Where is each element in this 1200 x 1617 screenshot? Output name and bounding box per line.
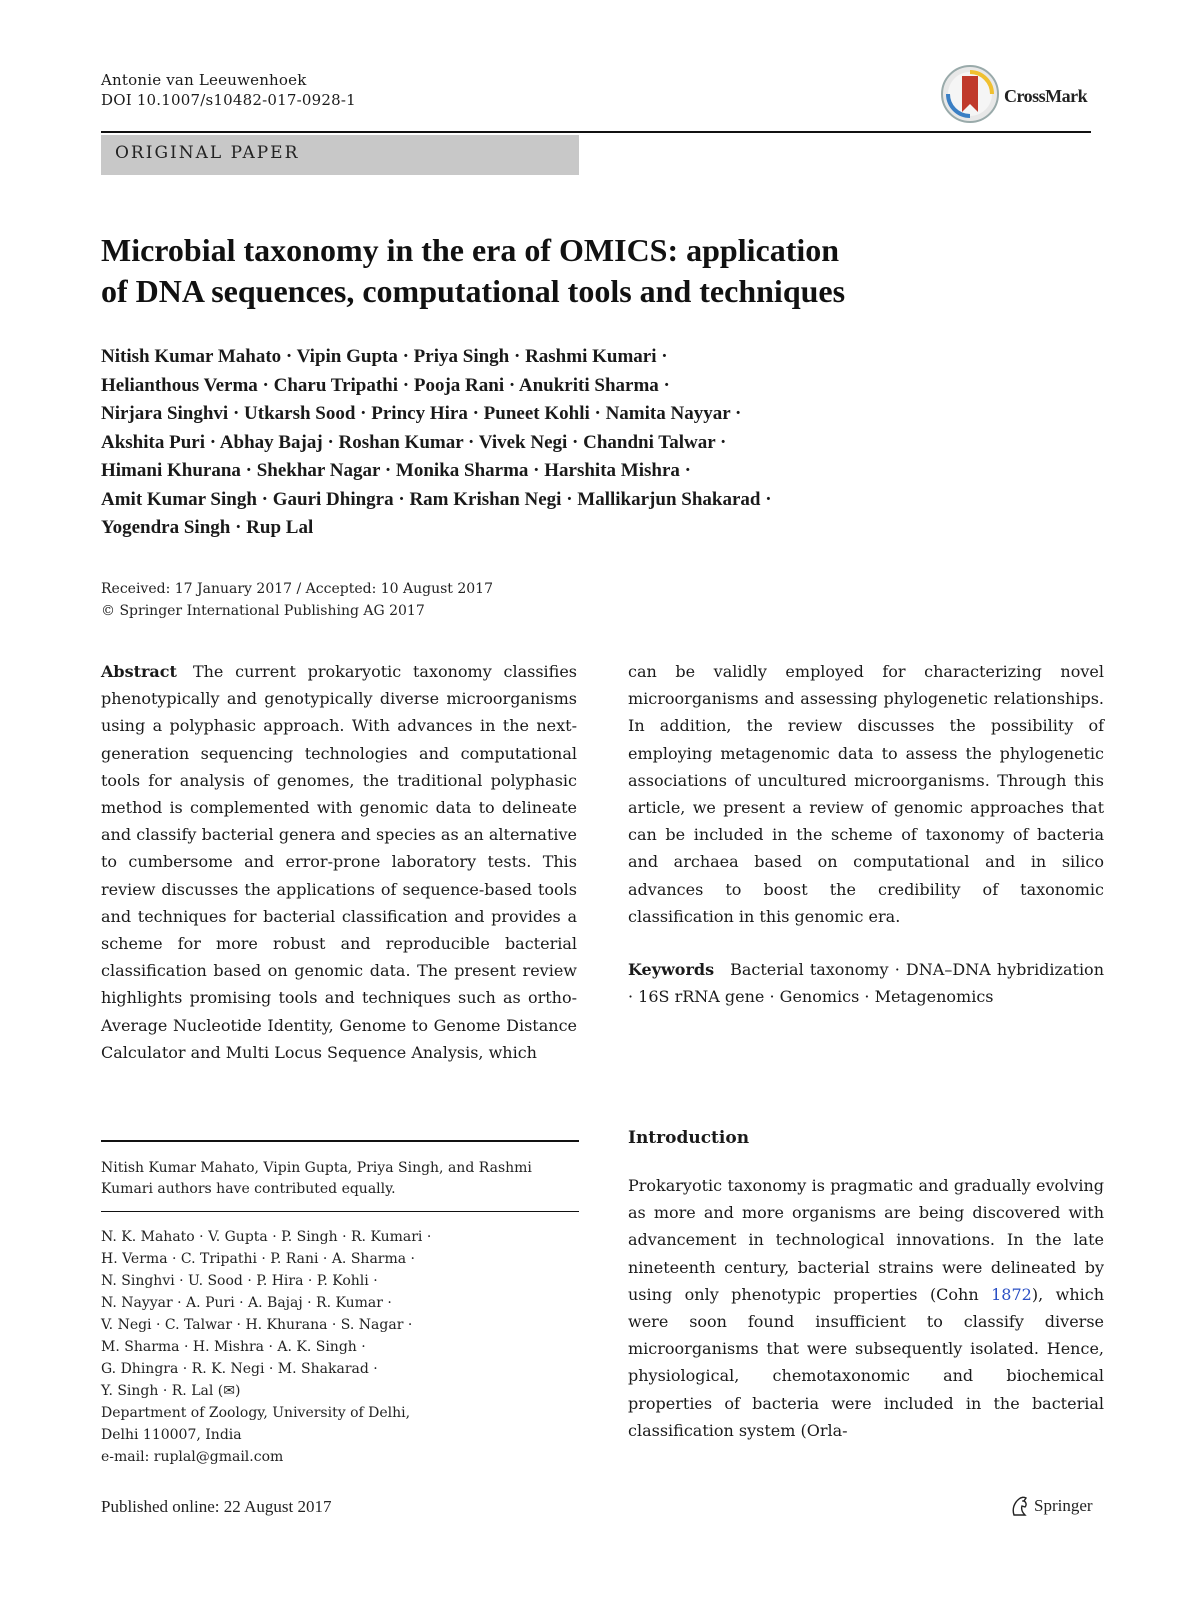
keywords	[628, 956, 1104, 1010]
intro-text-after: ), which were soon found insufficient to classify diverse microorganisms that were subsequently isolated. Hence, physiological, chemotaxonomic and biochemical properties of bacteria were included in the bacterial classification system (Orla-	[628, 1284, 1105, 1440]
author-line: Yogendra Singh · Rup Lal	[101, 517, 314, 538]
crossmark-badge[interactable]	[940, 64, 1090, 124]
author-line: Helianthous Verma · Charu Tripathi · Pooja Rani · Anukriti Sharma ·	[101, 374, 670, 396]
crossmark-icon	[940, 64, 1000, 124]
publication-dates	[101, 578, 493, 622]
affiliation-line: N. Singhvi · U. Sood · P. Hira · P. Kohli ·	[101, 1273, 378, 1289]
title-line: of DNA sequences, computational tools and techniques	[101, 273, 846, 309]
footnote-divider	[101, 1211, 579, 1212]
title-line: Microbial taxonomy in the era of OMICS: application	[101, 232, 840, 268]
affiliation-line: G. Dhingra · R. K. Negi · M. Shakarad ·	[101, 1361, 378, 1377]
header-rule	[101, 131, 1091, 133]
author-list	[101, 343, 1001, 543]
affiliation-line: M. Sharma · H. Mishra · A. K. Singh ·	[101, 1339, 366, 1355]
springer-horse-icon	[1010, 1495, 1030, 1517]
copyright: © Springer International Publishing AG 2017	[101, 603, 425, 619]
paper-title	[101, 230, 1021, 312]
author-line: Nirjara Singhvi · Utkarsh Sood · Princy Hira · Puneet Kohli · Namita Nayyar ·	[101, 403, 742, 424]
abstract-right	[628, 658, 1104, 1010]
abstract-label: Abstract	[101, 662, 177, 681]
citation-link[interactable]: 1872	[991, 1284, 1032, 1304]
springer-label: Springer	[1034, 1496, 1093, 1515]
journal-name: Antonie van Leeuwenhoek	[101, 71, 307, 89]
equal-contribution-note: Nitish Kumar Mahato, Vipin Gupta, Priya Singh, and Rashmi Kumari authors have contributed equally.	[101, 1160, 532, 1197]
affiliation-block	[101, 1226, 431, 1468]
introduction-heading: Introduction	[628, 1128, 750, 1148]
keywords-text: Bacterial taxonomy · DNA–DNA hybridization · 16S rRNA gene · Genomics · Metagenomics	[628, 960, 1104, 1007]
intro-text-before: Prokaryotic taxonomy is pragmatic and gradually evolving as more and more organisms are being discovered with advancement in technological innovations. In the late nineteenth century, bacterial strains were delineated by using only phenotypic properties (Cohn	[628, 1176, 1104, 1304]
doi[interactable]: DOI 10.1007/s10482-017-0928-1	[101, 91, 356, 109]
affiliation-line: H. Verma · C. Tripathi · P. Rani · A. Sharma ·	[101, 1251, 416, 1267]
footnote-rule	[101, 1140, 579, 1142]
author-line: Himani Khurana · Shekhar Nagar · Monika Sharma · Harshita Mishra ·	[101, 460, 691, 481]
author-line: Akshita Puri · Abhay Bajaj · Roshan Kumar · Vivek Negi · Chandni Talwar ·	[101, 431, 727, 453]
abstract-text-left: The current prokaryotic taxonomy classifies phenotypically and genotypically diverse microorganisms using a polyphasic approach. With advances in the next-generation sequencing technologies and computational tools for analysis of genomes, the traditional polyphasic method is complemented with genomic data to delineate and classify bacterial genera and species as an alternative to cumbersome and error-prone laboratory tests. This review discusses the applications of sequence-based tools and techniques for bacterial classification and provides a scheme for more robust and reproducible bacterial classification based on genomic data. The present review highlights promising tools and techniques such as ortho-Average Nucleotide Identity, Genome to Genome Distance Calculator and Multi Locus Sequence Analysis, which	[101, 662, 577, 1062]
section-banner	[101, 135, 579, 175]
received-accepted: Received: 17 January 2017 / Accepted: 10 August 2017	[101, 581, 493, 597]
keywords-label: Keywords	[628, 960, 715, 980]
introduction-text	[628, 1172, 1104, 1444]
affiliation-line: Y. Singh · R. Lal (✉)	[101, 1383, 241, 1399]
affiliation-line: Department of Zoology, University of Delhi,	[101, 1405, 411, 1421]
section-label: ORIGINAL PAPER	[115, 143, 300, 163]
springer-logo	[1010, 1493, 1100, 1519]
crossmark-label: CrossMark	[1004, 86, 1088, 106]
abstract-left	[101, 658, 577, 1066]
affiliation-line: N. Nayyar · A. Puri · A. Bajaj · R. Kumar ·	[101, 1295, 392, 1311]
journal-header	[101, 70, 356, 110]
author-line: Amit Kumar Singh · Gauri Dhingra · Ram Krishan Negi · Mallikarjun Shakarad ·	[101, 488, 772, 510]
author-line: Nitish Kumar Mahato · Vipin Gupta · Priya Singh · Rashmi Kumari ·	[101, 346, 668, 367]
abstract-text-right: can be validly employed for characterizing novel microorganisms and assessing phylogenetic relationships. In addition, the review discusses the possibility of employing metagenomic data to assess the phylogenetic associations of uncultured microorganisms. Through this article, we present a review of genomic approaches that can be included in the scheme of taxonomy of bacteria and archaea based on computational and in silico advances to boost the credibility of taxonomic classification in this genomic era.	[628, 662, 1104, 926]
published-online: Published online: 22 August 2017	[101, 1497, 332, 1516]
affiliation-line: V. Negi · C. Talwar · H. Khurana · S. Nagar ·	[101, 1317, 413, 1333]
affiliation-line: N. K. Mahato · V. Gupta · P. Singh · R. Kumari ·	[101, 1229, 432, 1245]
affiliation-line: Delhi 110007, India	[101, 1427, 242, 1443]
email[interactable]: e-mail: ruplal@gmail.com	[101, 1449, 284, 1465]
